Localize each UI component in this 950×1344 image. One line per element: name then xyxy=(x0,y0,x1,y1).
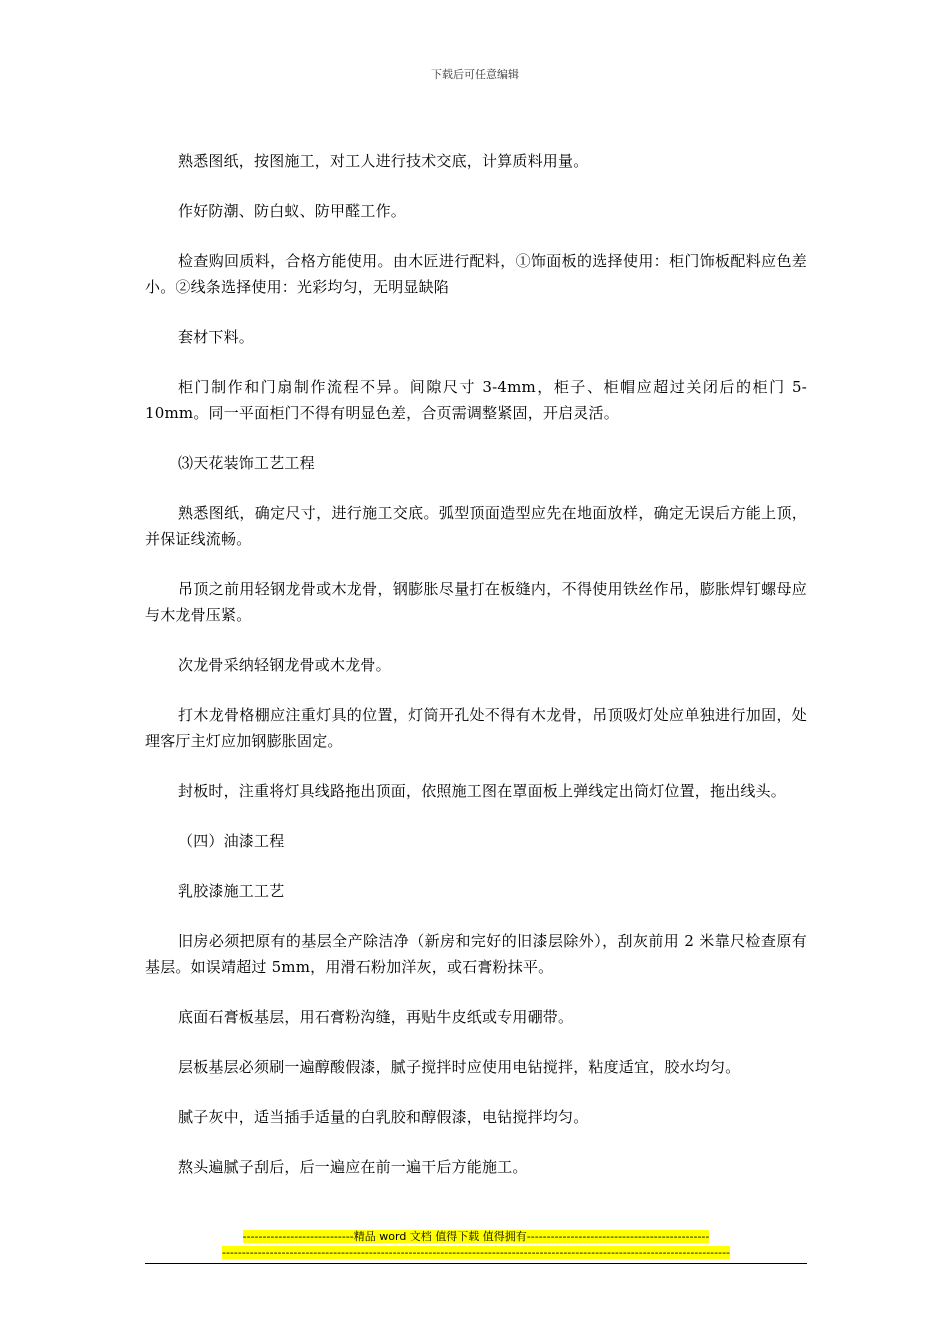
paragraph: 套材下料。 xyxy=(178,328,255,346)
section-heading: ⑶天花装饰工艺工程 xyxy=(178,454,315,472)
paragraph: 作好防潮、防白蚁、防甲醛工作。 xyxy=(178,202,407,220)
paragraph: 层板基层必须刷一遍醇酸假漆，腻子搅拌时应使用电钻搅拌，粘度适宜，胶水均匀。 xyxy=(178,1058,741,1076)
paragraph: 旧房必须把原有的基层全产除洁净（新房和完好的旧漆层除外），刮灰前用 2 米靠尺检查原有基层。如误靖超过 5mm，用滑石粉加洋灰，或石膏粉抹平。 xyxy=(145,932,807,976)
page-header: 下载后可任意编辑 xyxy=(431,68,519,81)
footer-divider xyxy=(145,1263,807,1264)
footer-dashes xyxy=(145,1246,807,1260)
paragraph: 检查购回质料，合格方能使用。由木匠进行配料，①饰面板的选择使用：柜门饰板配料应色差小。②线条选择使用：光彩均匀，无明显缺陷 xyxy=(145,252,807,296)
paragraph: 熬头遍腻子刮后，后一遍应在前一遍干后方能施工。 xyxy=(178,1158,528,1176)
paragraph: 柜门制作和门扇制作流程不异。间隙尺寸 3-4mm，柜子、柜帽应超过关闭后的柜门 5-10mm。同一平面柜门不得有明显色差，合页需调整紧固，开启灵活。 xyxy=(145,378,807,422)
footer-banner xyxy=(145,1230,807,1244)
paragraph: 封板时，注重将灯具线路拖出顶面，依照施工图在罩面板上弹线定出筒灯位置，拖出线头。 xyxy=(178,782,787,800)
footer-banner-text: ----------------------------精品 word 文档 值得下载 值得拥有---------------------------------------------- xyxy=(242,1230,710,1243)
document-body xyxy=(145,148,807,1204)
footer-dashes-text: -------------------------------------------------------------------------------------------------------------------------------- xyxy=(221,1246,731,1259)
paragraph: 底面石膏板基层，用石膏粉沟缝，再贴牛皮纸或专用硼带。 xyxy=(178,1008,574,1026)
paragraph: 熟悉图纸，确定尺寸，进行施工交底。弧型顶面造型应先在地面放样，确定无误后方能上顶，并保证线流畅。 xyxy=(145,504,807,548)
paragraph: 次龙骨采纳轻钢龙骨或木龙骨。 xyxy=(178,656,391,674)
paragraph: 打木龙骨格棚应注重灯具的位置，灯筒开孔处不得有木龙骨，吊顶吸灯处应单独进行加固，处理客厅主灯应加钢膨胀固定。 xyxy=(145,706,807,750)
section-heading: （四）油漆工程 xyxy=(178,832,285,850)
paragraph: 熟悉图纸，按图施工，对工人进行技术交底，计算质料用量。 xyxy=(178,152,589,170)
subsection-heading: 乳胶漆施工工艺 xyxy=(178,882,285,900)
paragraph: 腻子灰中，适当插手适量的白乳胶和醇假漆，电钻搅拌均匀。 xyxy=(178,1108,589,1126)
paragraph: 吊顶之前用轻钢龙骨或木龙骨，钢膨胀尽量打在板缝内，不得使用铁丝作吊，膨胀焊钉螺母应与木龙骨压紧。 xyxy=(145,580,807,624)
